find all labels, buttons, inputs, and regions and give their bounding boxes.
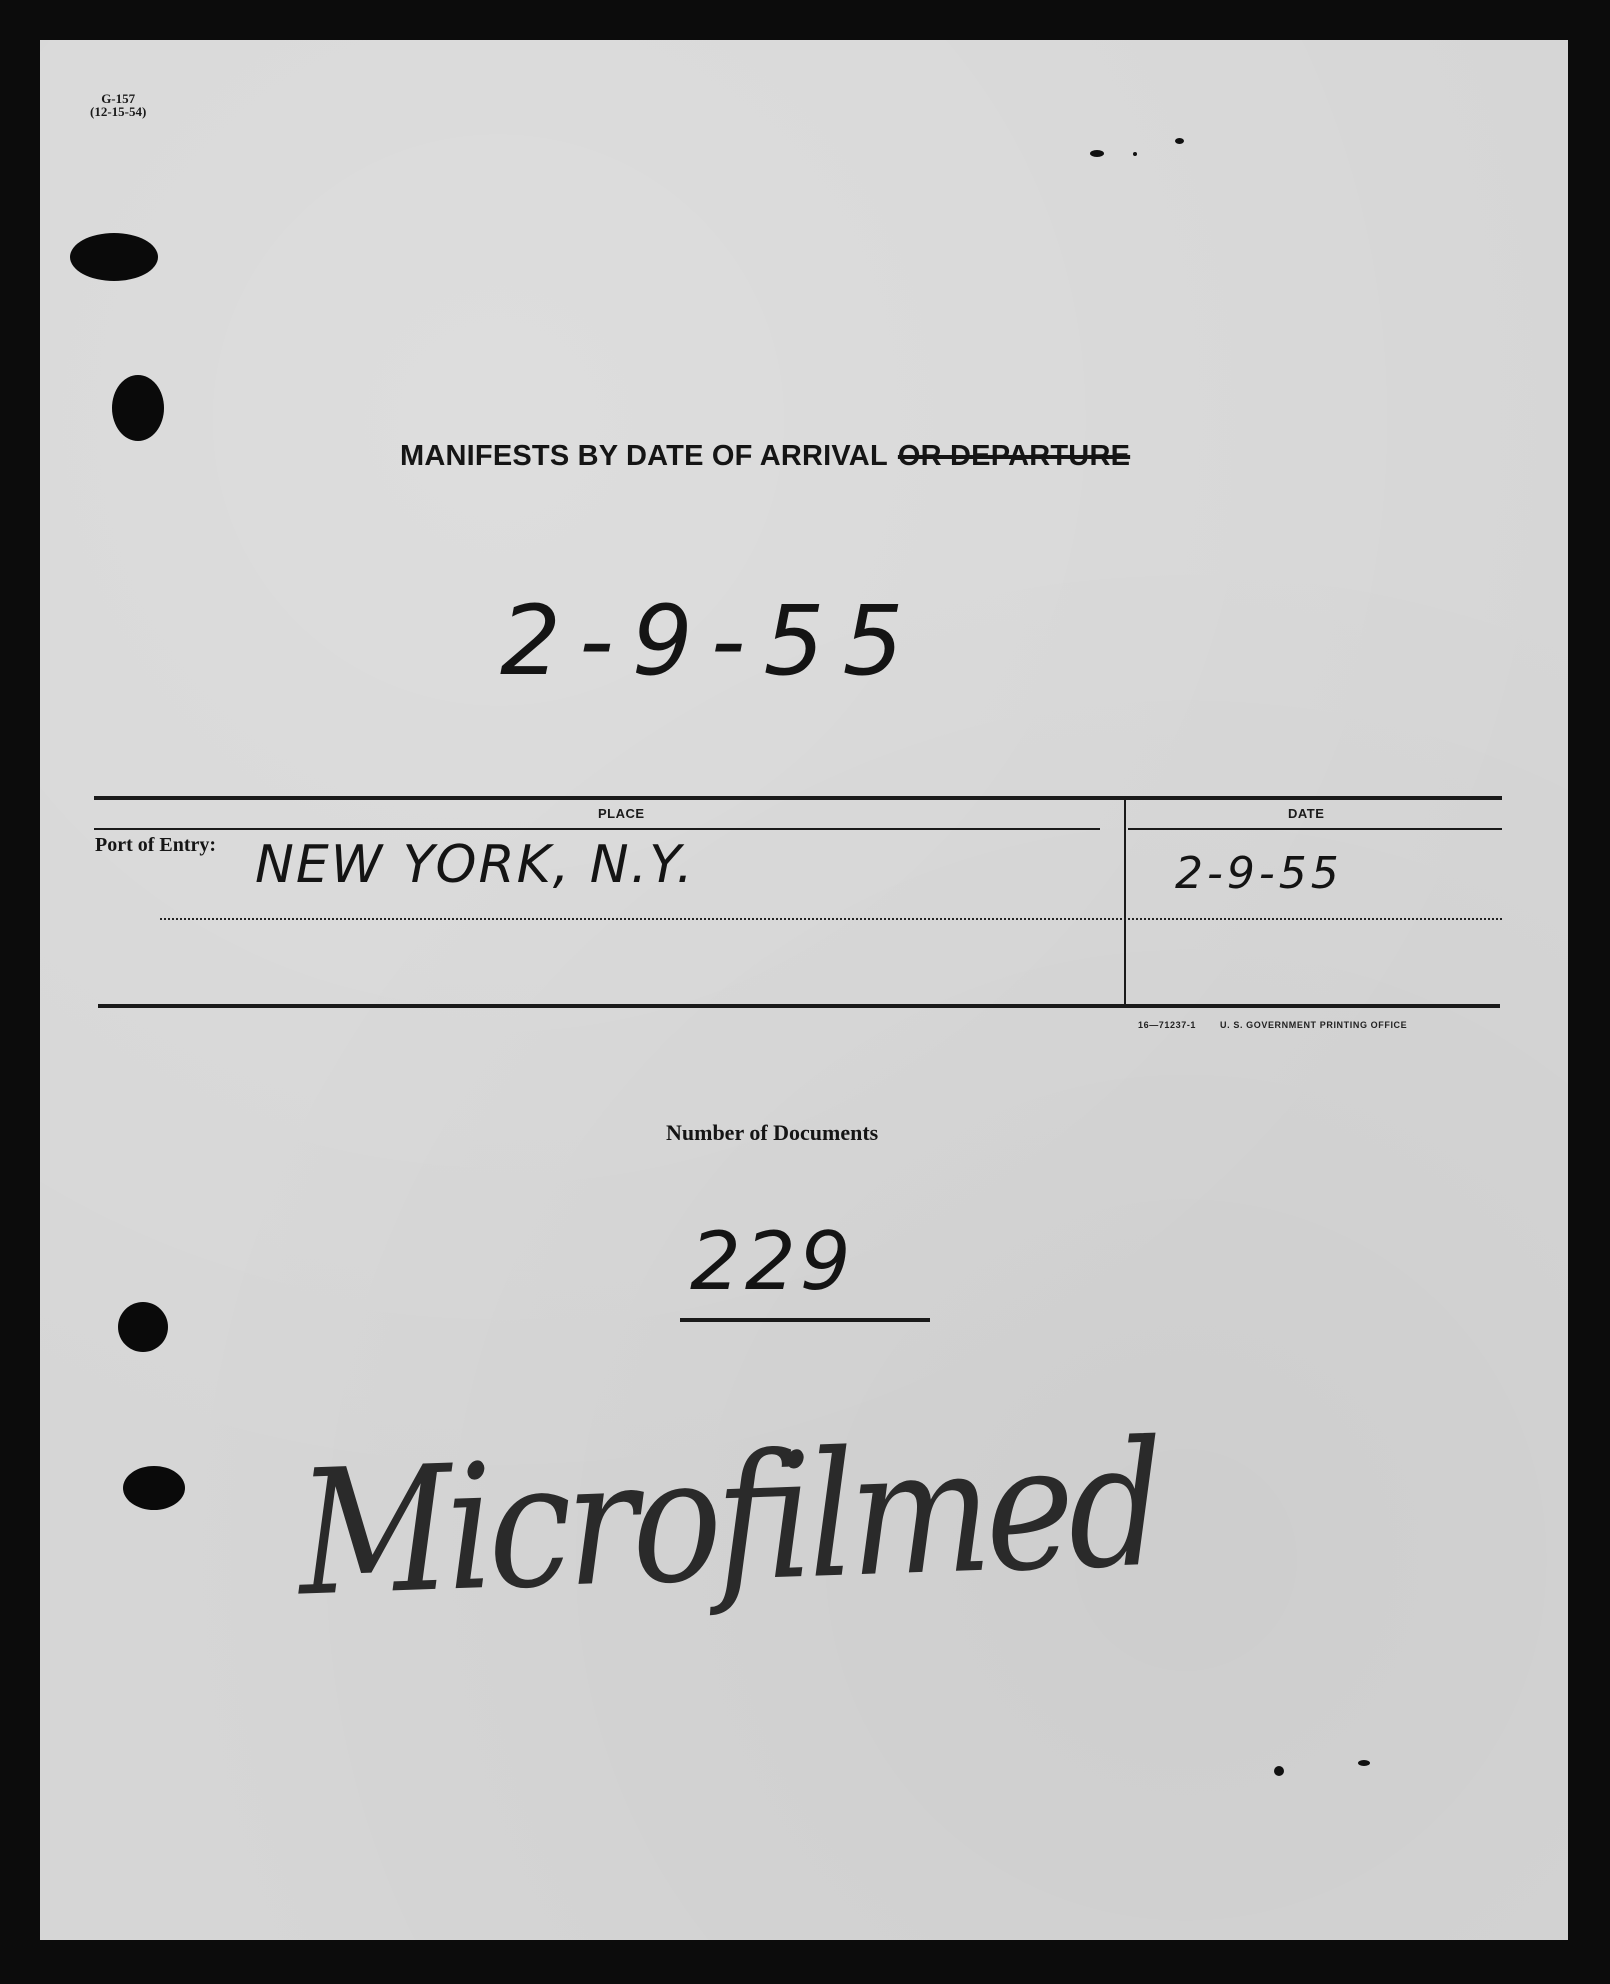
table-bottom-rule xyxy=(98,1004,1500,1008)
handwritten-date-small: 2-9-55 xyxy=(1175,848,1343,899)
port-of-entry-label: Port of Entry: xyxy=(95,834,217,856)
page-title xyxy=(400,440,1130,473)
title-struck-text: OR DEPARTURE xyxy=(897,440,1131,472)
place-dotted-line xyxy=(160,918,1122,920)
date-column-header: DATE xyxy=(1288,806,1325,821)
punch-hole-bottom xyxy=(123,1466,185,1510)
handwritten-document-count: 229 xyxy=(690,1215,855,1308)
handwritten-microfilmed-note: Microfilmed xyxy=(295,1404,1162,1635)
title-main: MANIFESTS BY DATE OF ARRIVAL xyxy=(400,440,888,472)
place-column-header: PLACE xyxy=(598,806,645,821)
number-of-documents-label: Number of Documents xyxy=(666,1120,879,1145)
form-code xyxy=(90,92,146,118)
count-underline xyxy=(680,1318,930,1322)
scan-speck xyxy=(1358,1760,1370,1766)
column-divider xyxy=(1124,800,1126,1006)
punch-hole-top xyxy=(70,233,158,281)
scan-speck xyxy=(1175,138,1184,144)
scan-speck xyxy=(1090,150,1104,157)
table-top-rule xyxy=(94,796,1502,800)
form-number: G-157 xyxy=(101,91,136,106)
date-dotted-line xyxy=(1128,918,1502,920)
imprint-code: 16—71237-1 xyxy=(1138,1020,1197,1030)
place-header-rule xyxy=(94,828,1100,830)
punch-hole-lower xyxy=(118,1302,168,1352)
imprint-office: U. S. GOVERNMENT PRINTING OFFICE xyxy=(1220,1020,1408,1030)
scan-speck xyxy=(1133,152,1137,156)
form-revision-date: (12-15-54) xyxy=(90,104,147,119)
punch-hole-upper xyxy=(112,375,164,441)
scan-speck xyxy=(1274,1766,1284,1776)
form-sheet xyxy=(40,40,1568,1940)
date-header-rule xyxy=(1128,828,1502,830)
printer-imprint xyxy=(1138,1020,1407,1030)
handwritten-date-large: 2-9-55 xyxy=(500,585,922,697)
handwritten-place: NEW YORK, N.Y. xyxy=(255,835,695,895)
